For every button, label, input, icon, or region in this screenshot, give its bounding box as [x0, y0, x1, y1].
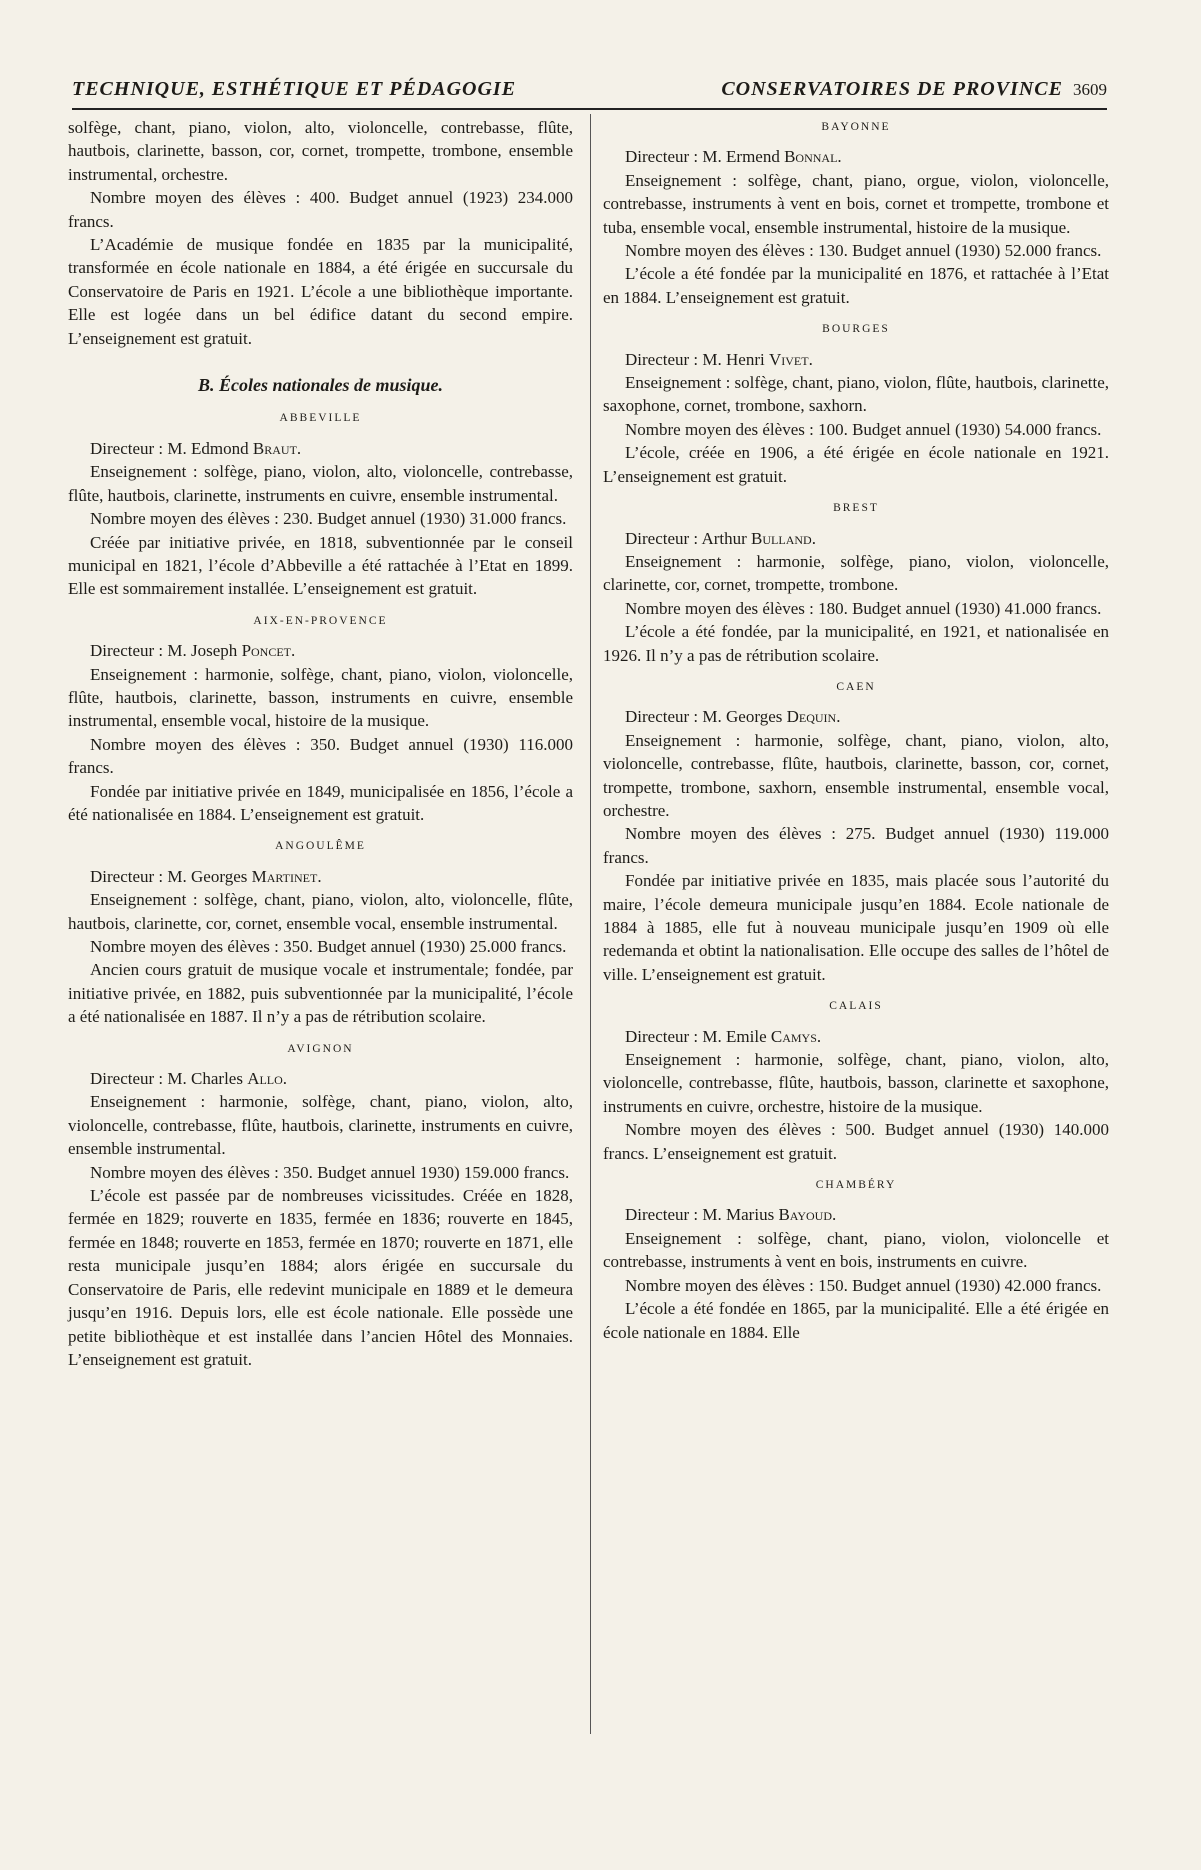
director-label: Directeur : M. Georges: [90, 866, 252, 886]
director-label: Directeur : M. Ermend: [625, 147, 785, 167]
director-label: Directeur : M. Edmond: [90, 438, 253, 458]
paragraph: Nombre moyen des élèves : 100. Budget annuel (1930) 54.000 francs.: [625, 419, 1102, 439]
section-heading: B. Écoles nationales de musique.: [197, 375, 444, 396]
paragraph: Nombre moyen des élèves : 150. Budget annuel (1930) 42.000 francs.: [625, 1275, 1102, 1295]
paragraph: Fondée par initiative privée en 1835, mais placée sous l’autorité du maire, l’école demeura municipale jusqu’en 1884. Ecole nationale de 1884 à 1885, elle fut à nouveau municipale jusqu’en 1909 où elle redemanda et obtint la nationalisation. Elle occupe des salles de l’hôtel de ville. L’enseignement est gratuit.: [603, 871, 1109, 984]
city-heading: CHAMBÉRY: [815, 1179, 897, 1192]
director-name: Vivet.: [768, 349, 813, 369]
paragraph: Nombre moyen des élèves : 350. Budget annuel (1930) 116.000 francs.: [68, 734, 573, 778]
director-line: [68, 639, 573, 662]
director-name: Poncet.: [241, 641, 296, 661]
paragraph: Nombre moyen des élèves : 230. Budget annuel (1930) 31.000 francs.: [90, 509, 567, 529]
paragraph: Fondée par initiative privée en 1849, municipalisée en 1856, l’école a été nationalisée en 1884. L’enseignement est gratuit.: [68, 781, 573, 824]
director-line: [68, 1067, 573, 1090]
director-line: [603, 705, 1109, 728]
paragraph: Ancien cours gratuit de musique vocale et instrumentale; fondée, par initiative privée, en 1882, puis subventionnée par la municipalité, l’école a été nationalisée en 1887. Il n’y a pas de rétribution scolaire.: [68, 960, 573, 1027]
paragraph: L’école est passée par de nombreuses vicissitudes. Créée en 1828, fermée en 1829; rouverte en 1835, fermée en 1836; rouverte en 1845, fermée en 1848; rouverte en 1853, fermée en 1870; rouverte en 1871, elle resta municipale jusqu’en 1884; alors érigée en succursale du Conservatoire de Paris, elle redevint municipale en 1889 et le demeura jusqu’en 1916. Depuis lors, elle est école nationale. Elle possède une petite bibliothèque et est installée dans l’ancien Hôtel des Monnaies. L’enseignement est gratuit.: [68, 1186, 573, 1369]
paragraph: Enseignement : harmonie, solfège, chant, piano, violon, alto, violoncelle, contrebasse, flûte, hautbois, clarinette, basson, cor, cornet, trompette, trombone, saxhorn, ensemble instrumental, ensemble vocal, orchestre.: [603, 730, 1109, 820]
paragraph: Enseignement : solfège, piano, violon, alto, violoncelle, contrebasse, flûte, hautbois, clarinette, instruments en cuivre, ensemble instrumental.: [68, 462, 573, 505]
paragraph: Enseignement : harmonie, solfège, chant, piano, violon, alto, violoncelle, contrebasse, flûte, hautbois, clarinette, instruments en cuivre, ensemble instrumental.: [68, 1092, 573, 1159]
director-line: [603, 1025, 1109, 1048]
paragraph: Nombre moyen des élèves : 350. Budget annuel (1930) 25.000 francs.: [90, 937, 567, 956]
director-name: Bonnal.: [784, 147, 842, 167]
paragraph: Enseignement : solfège, chant, piano, violon, flûte, hautbois, clarinette, saxophone, cornet, trombone, saxhorn.: [603, 373, 1109, 416]
left-column: [68, 116, 573, 1371]
city-heading: ANGOULÊME: [275, 840, 366, 853]
paragraph: Enseignement : solfège, chant, piano, violon, violoncelle et contrebasse, instruments à vent en bois, instruments en cuivre.: [603, 1228, 1109, 1272]
city-heading: AVIGNON: [287, 1042, 354, 1055]
running-header: [72, 78, 1107, 110]
director-label: Directeur : M. Marius: [625, 1205, 779, 1225]
paragraph: Nombre moyen des élèves : 350. Budget annuel 1930) 159.000 francs.: [90, 1162, 570, 1182]
paragraph: Nombre moyen des élèves : 400. Budget annuel (1923) 234.000 francs.: [68, 188, 573, 231]
paragraph: Créée par initiative privée, en 1818, subventionnée par le conseil municipal en 1821, l’école d’Abbeville a été rattachée à l’Etat en 1899. Elle est sommairement installée. L’enseignement est gratuit.: [68, 532, 573, 599]
paragraph: L’école a été fondée en 1865, par la municipalité. Elle a été érigée en école nationale en 1884. Elle: [603, 1299, 1109, 1342]
paragraph: L’école a été fondée par la municipalité en 1876, et rattachée à l’Etat en 1884. L’enseignement est gratuit.: [603, 264, 1109, 307]
director-line: [603, 1203, 1109, 1226]
paragraph: Enseignement : harmonie, solfège, piano, violon, violoncelle, clarinette, cor, cornet, trompette, trombone.: [603, 551, 1109, 595]
director-name: Dequin.: [786, 707, 841, 727]
paragraph: L’école a été fondée, par la municipalité, en 1921, et nationalisée en 1926. Il n’y a pas de rétribution scolaire.: [603, 622, 1109, 665]
paragraph: Enseignement : solfège, chant, piano, orgue, violon, violoncelle, contrebasse, instruments à vent en bois, cornet et trompette, trombone et tuba, ensemble vocal, ensemble instrumental, histoire de la musique.: [603, 170, 1109, 237]
director-label: Directeur : M. Charles: [90, 1069, 248, 1089]
director-name: Braut.: [252, 438, 302, 458]
header-right-title: CONSERVATOIRES DE PROVINCE: [721, 78, 1063, 100]
director-name: Bayoud.: [778, 1205, 837, 1225]
paragraph: Nombre moyen des élèves : 180. Budget annuel (1930) 41.000 francs.: [625, 598, 1102, 618]
director-label: Directeur : M. Henri: [625, 349, 769, 369]
column-divider: [590, 114, 591, 1734]
city-heading: ABBEVILLE: [279, 412, 362, 425]
paragraph: Nombre moyen des élèves : 130. Budget annuel (1930) 52.000 francs.: [625, 241, 1102, 261]
city-heading: AIX-EN-PROVENCE: [253, 614, 388, 627]
director-name: Martinet.: [251, 866, 322, 886]
director-line: [603, 527, 1109, 550]
paragraph: Enseignement : solfège, chant, piano, violon, alto, violoncelle, flûte, hautbois, clarinette, cor, cornet, ensemble vocal, ensemble instrumental.: [68, 890, 573, 933]
paragraph: L’Académie de musique fondée en 1835 par la municipalité, transformée en école nationale en 1884, a été érigée en succursale du Conservatoire de Paris en 1921. L’école a une bibliothèque importante. Elle est logée dans un bel édifice datant du second empire. L’enseignement est gratuit.: [68, 235, 573, 348]
director-label: Directeur : M. Georges: [625, 707, 787, 727]
paragraph: Nombre moyen des élèves : 275. Budget annuel (1930) 119.000 francs.: [603, 824, 1109, 867]
director-line: [603, 145, 1109, 168]
director-line: [603, 348, 1109, 371]
header-left-title: TECHNIQUE, ESTHÉTIQUE ET PÉDAGOGIE: [72, 78, 517, 100]
paragraph: solfège, chant, piano, violon, alto, violoncelle, contrebasse, flûte, hautbois, clarinette, basson, cor, cornet, trompette, trombone, ensemble instrumental, orchestre.: [68, 118, 573, 184]
paragraph: Nombre moyen des élèves : 500. Budget annuel (1930) 140.000 francs. L’enseignement est gratuit.: [603, 1120, 1109, 1163]
director-label: Directeur : M. Joseph: [90, 641, 242, 661]
director-label: Directeur : M. Emile: [625, 1026, 771, 1046]
director-line: [68, 437, 573, 460]
city-heading: BREST: [833, 502, 879, 515]
director-name: Allo.: [247, 1069, 288, 1089]
city-heading: BOURGES: [822, 323, 890, 336]
director-label: Directeur : Arthur: [625, 528, 752, 548]
paragraph: L’école, créée en 1906, a été érigée en école nationale en 1921. L’enseignement est gratuit.: [603, 443, 1109, 486]
director-name: Bulland.: [751, 528, 816, 548]
city-heading: CALAIS: [829, 1000, 883, 1013]
city-heading: CAEN: [836, 680, 876, 693]
director-line: [68, 865, 573, 888]
city-heading: BAYONNE: [821, 121, 891, 133]
page-number: 3609: [1073, 80, 1107, 99]
paragraph: Enseignement : harmonie, solfège, chant, piano, violon, violoncelle, flûte, hautbois, clarinette, basson, instruments en cuivre, ensemble instrumental, ensemble vocal, histoire de la musique.: [68, 664, 573, 731]
director-name: Camys.: [770, 1026, 822, 1046]
right-column: [603, 116, 1109, 1344]
paragraph: Enseignement : harmonie, solfège, chant, piano, violon, alto, violoncelle, contrebasse, flûte, hautbois, basson, clarinette et saxophone, instruments en cuivre, orchestre, histoire de la musique.: [603, 1050, 1109, 1116]
